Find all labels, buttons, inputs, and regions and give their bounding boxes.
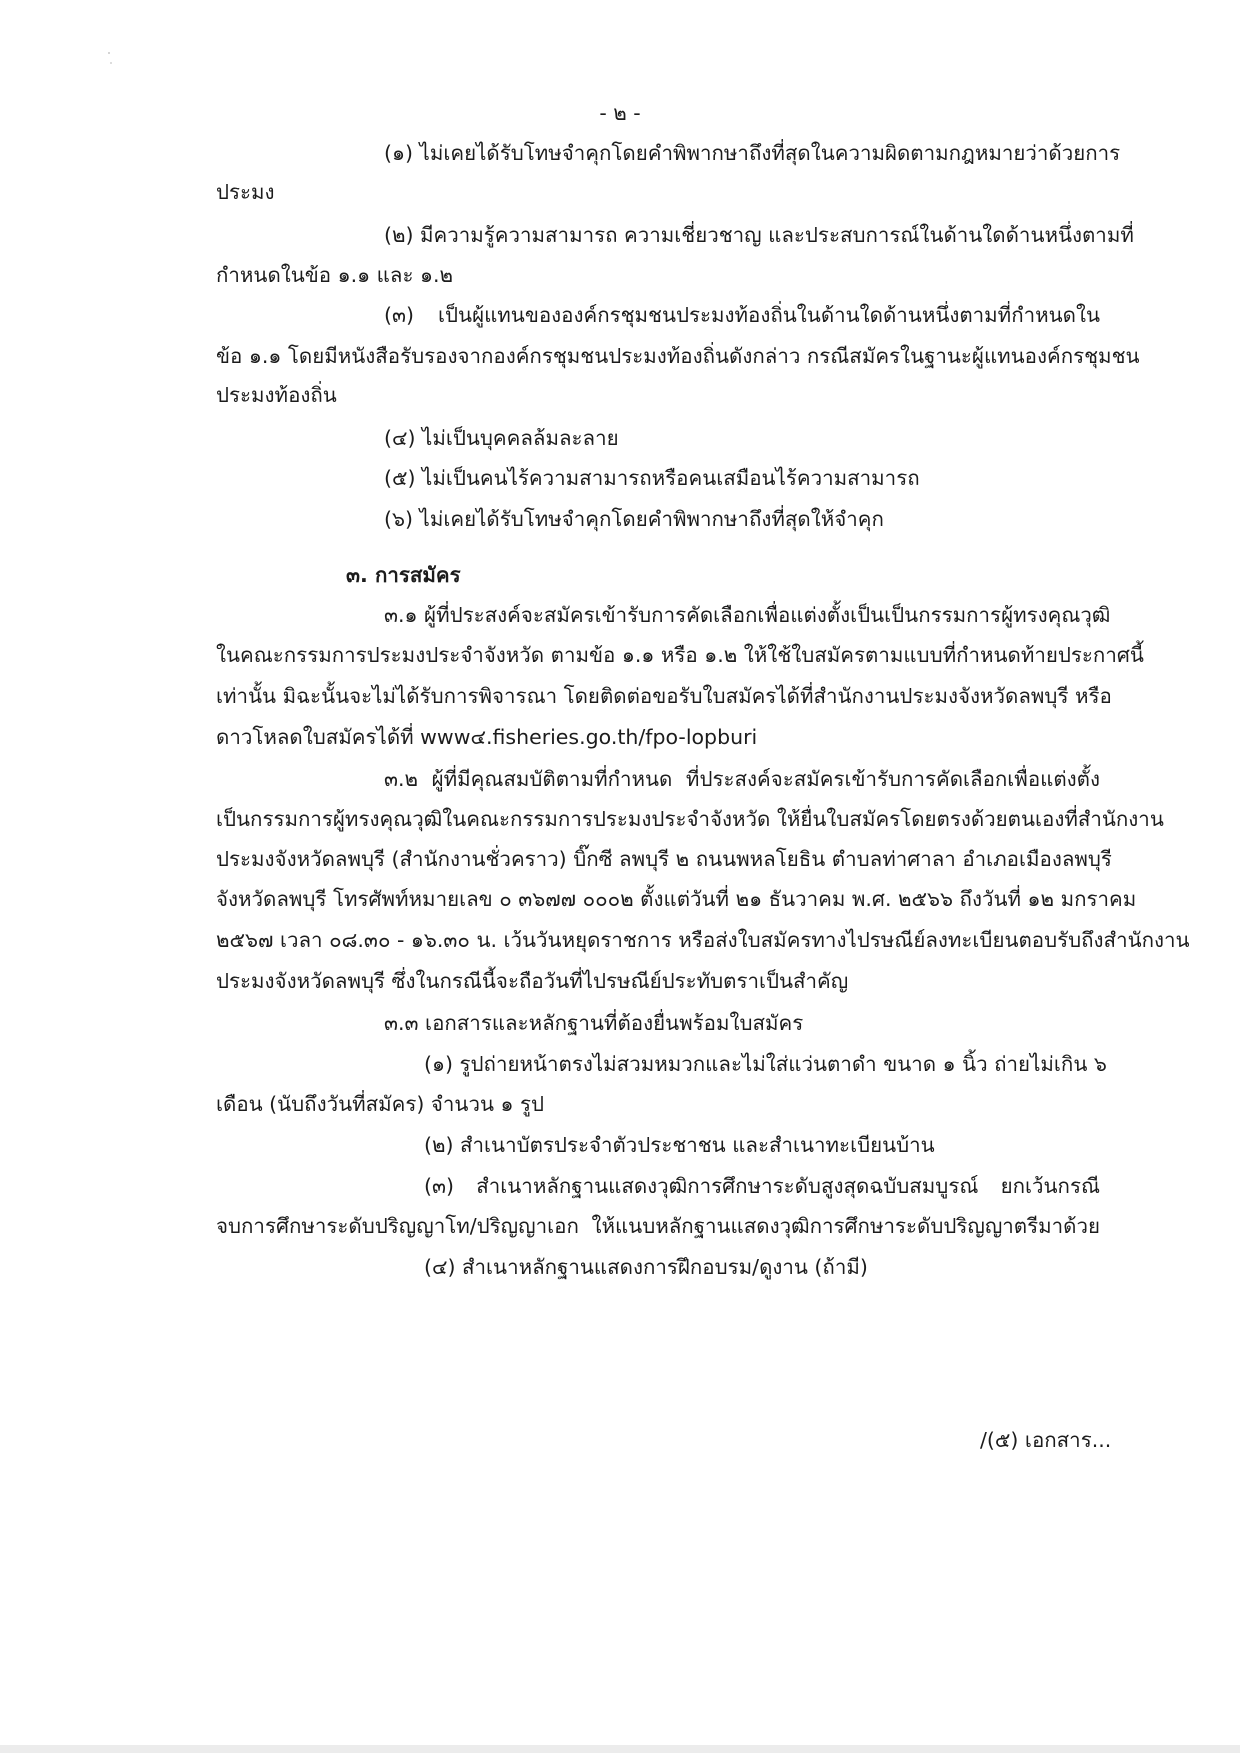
section-heading-application: ๓. การสมัคร <box>346 563 461 587</box>
clause-3-2-cont: ๒๕๖๗ เวลา ๐๘.๓๐ - ๑๖.๓๐ น. เว้นวันหยุดราชการ หรือส่งใบสมัครทางไปรษณีย์ลงทะเบียนตอบรับถึงสำนักงาน <box>216 928 1190 952</box>
document-item-3: (๓) สำเนาหลักฐานแสดงวุฒิการศึกษาระดับสูงสุดฉบับสมบูรณ์ ยกเว้นกรณี <box>424 1174 1100 1198</box>
qualification-item-5: (๕) ไม่เป็นคนไร้ความสามารถหรือคนเสมือนไร้ความสามารถ <box>384 466 920 490</box>
clause-3-1: ๓.๑ ผู้ที่ประสงค์จะสมัครเข้ารับการคัดเลือกเพื่อแต่งตั้งเป็นเป็นกรรมการผู้ทรงคุณวุฒิ <box>384 603 1111 627</box>
document-item-1: (๑) รูปถ่ายหน้าตรงไม่สวมหมวกและไม่ใส่แว่นตาดำ ขนาด ๑ นิ้ว ถ่ายไม่เกิน ๖ <box>424 1052 1107 1076</box>
qualification-item-2-cont: กำหนดในข้อ ๑.๑ และ ๑.๒ <box>216 263 454 287</box>
clause-3-1-cont: ดาวโหลดใบสมัครได้ที่ www๔.fisheries.go.th/fpo-lopburi <box>216 725 758 749</box>
clause-3-1-cont: ในคณะกรรมการประมงประจำจังหวัด ตามข้อ ๑.๑ หรือ ๑.๒ ให้ใช้ใบสมัครตามแบบที่กำหนดท้ายประกาศนี้ <box>216 643 1144 667</box>
document-item-4: (๔) สำเนาหลักฐานแสดงการฝึกอบรม/ดูงาน (ถ้ามี) <box>424 1255 868 1279</box>
qualification-item-3-cont: ประมงท้องถิ่น <box>216 383 337 407</box>
qualification-item-3: (๓) เป็นผู้แทนขององค์กรชุมชนประมงท้องถิ่นในด้านใดด้านหนึ่งตามที่กำหนดใน <box>384 303 1100 327</box>
qualification-item-4: (๔) ไม่เป็นบุคคลล้มละลาย <box>384 426 619 450</box>
qualification-item-3-cont: ข้อ ๑.๑ โดยมีหนังสือรับรองจากองค์กรชุมชนประมงท้องถิ่นดังกล่าว กรณีสมัครในฐานะผู้แทนองค์กรชุมชน <box>216 344 1140 368</box>
scan-speck <box>110 62 112 64</box>
document-item-2: (๒) สำเนาบัตรประจำตัวประชาชน และสำเนาทะเบียนบ้าน <box>424 1133 935 1157</box>
clause-3-2-cont: ประมงจังหวัดลพบุรี (สำนักงานชั่วคราว) บิ๊กซี ลพบุรี ๒ ถนนพหลโยธิน ตำบลท่าศาลา อำเภอเมืองลพบุรี <box>216 847 1112 871</box>
qualification-item-1: (๑) ไม่เคยได้รับโทษจำคุกโดยคำพิพากษาถึงที่สุดในความผิดตามกฎหมายว่าด้วยการ <box>384 141 1121 165</box>
clause-3-2: ๓.๒ ผู้ที่มีคุณสมบัติตามที่กำหนด ที่ประสงค์จะสมัครเข้ารับการคัดเลือกเพื่อแต่งตั้ง <box>384 767 1100 791</box>
page-number: - ๒ - <box>599 101 641 125</box>
scan-bottom-edge <box>0 1745 1240 1753</box>
clause-3-2-cont: เป็นกรรมการผู้ทรงคุณวุฒิในคณะกรรมการประมงประจำจังหวัด ให้ยื่นใบสมัครโดยตรงด้วยตนเองที่สำนักงาน <box>216 807 1164 831</box>
continuation-note: /(๕) เอกสาร... <box>980 1428 1112 1452</box>
document-item-3-cont: จบการศึกษาระดับปริญญาโท/ปริญญาเอก ให้แนบหลักฐานแสดงวุฒิการศึกษาระดับปริญญาตรีมาด้วย <box>216 1214 1100 1238</box>
scan-speck <box>108 52 110 54</box>
qualification-item-1-cont: ประมง <box>216 180 275 204</box>
clause-3-3: ๓.๓ เอกสารและหลักฐานที่ต้องยื่นพร้อมใบสมัคร <box>384 1011 804 1035</box>
document-item-1-cont: เดือน (นับถึงวันที่สมัคร) จำนวน ๑ รูป <box>216 1092 545 1116</box>
clause-3-2-cont: ประมงจังหวัดลพบุรี ซึ่งในกรณีนี้จะถือวันที่ไปรษณีย์ประทับตราเป็นสำคัญ <box>216 969 849 993</box>
clause-3-2-cont: จังหวัดลพบุรี โทรศัพท์หมายเลข ๐ ๓๖๗๗ ๐๐๐๒ ตั้งแต่วันที่ ๒๑ ธันวาคม พ.ศ. ๒๕๖๖ ถึงวันที่ ๑๒ มกราคม <box>216 887 1137 911</box>
clause-3-1-cont: เท่านั้น มิฉะนั้นจะไม่ได้รับการพิจารณา โดยติดต่อขอรับใบสมัครได้ที่สำนักงานประมงจังหวัดลพบุรี หรือ <box>216 684 1112 708</box>
qualification-item-6: (๖) ไม่เคยได้รับโทษจำคุกโดยคำพิพากษาถึงที่สุดให้จำคุก <box>384 507 884 531</box>
qualification-item-2: (๒) มีความรู้ความสามารถ ความเชี่ยวชาญ และประสบการณ์ในด้านใดด้านหนึ่งตามที่ <box>384 223 1134 247</box>
